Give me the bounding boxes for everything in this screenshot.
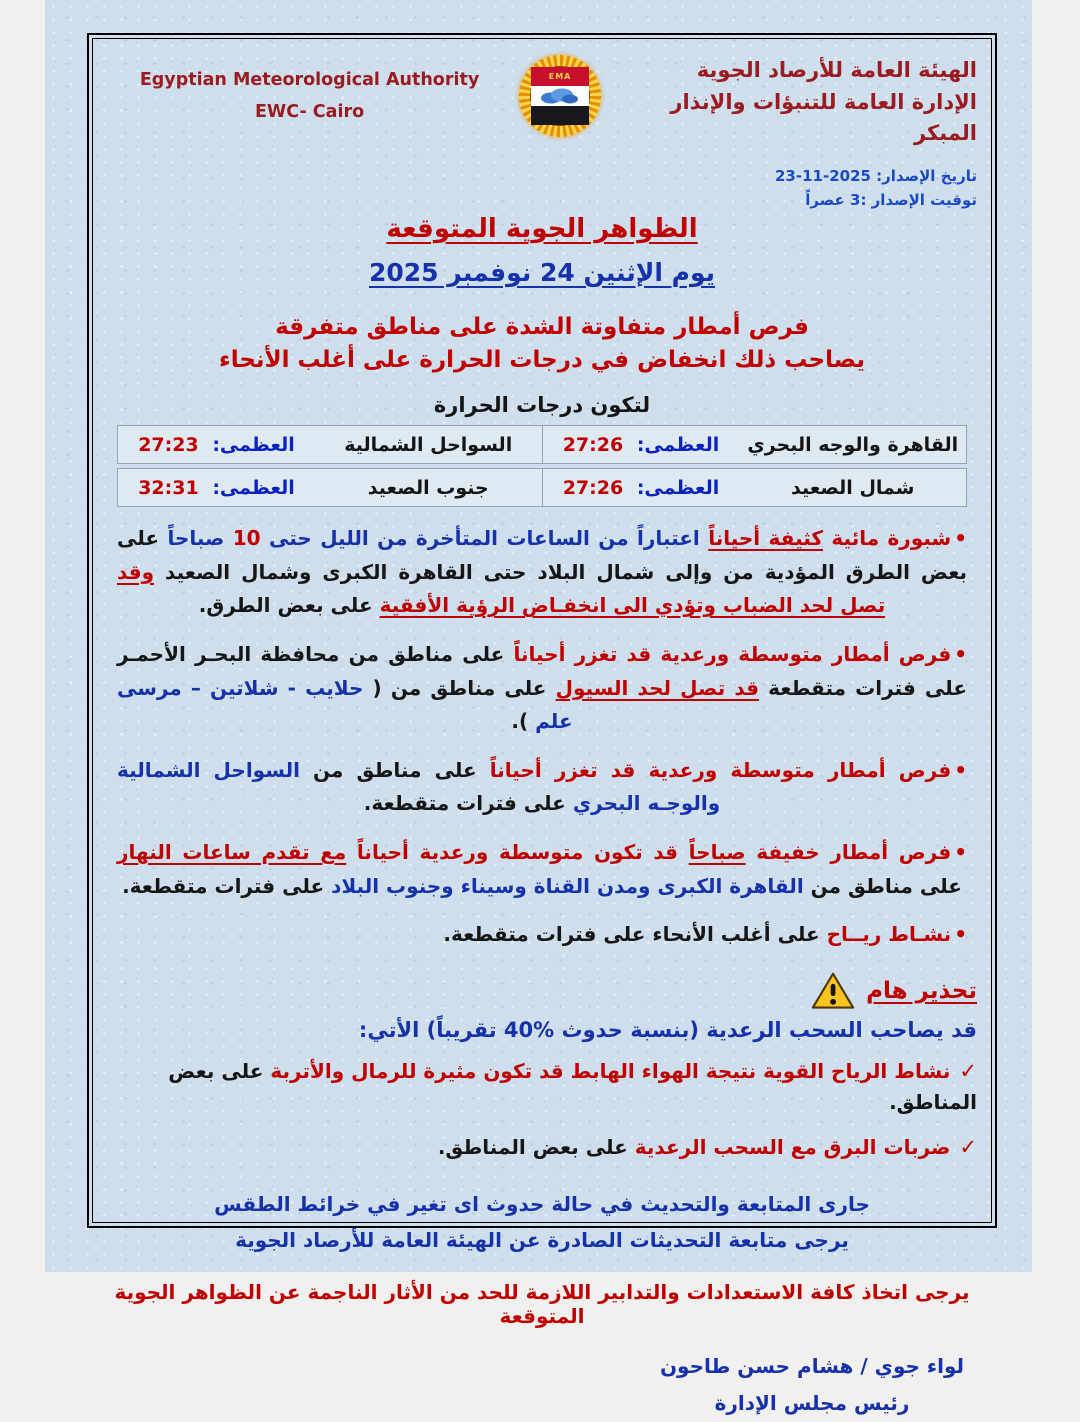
flag-black-band [531, 106, 589, 125]
header [107, 51, 977, 212]
max-label: العظمى: [636, 433, 720, 456]
max-label: العظمى: [212, 433, 295, 456]
temperatures-caption: لتكون درجات الحرارة [433, 393, 651, 418]
table-cell-cairo-delta [542, 426, 967, 463]
warning-item-lightning [107, 1131, 977, 1164]
warning-item-text: نشاط الرياح القوية نتيجة الهواء الهابط قد تكون مثيرة للرمال والأتربة على بعض المناطق. [168, 1058, 977, 1115]
warning-item-dust [107, 1055, 977, 1119]
bullet-icon: • [954, 922, 967, 947]
bullet-text: فرص أمطار خفيفة صباحاً قد تكون متوسطة ورعدية أحياناً مع تقدم ساعات النهار على مناطق من القاهرة الكبرى ومدن القناة وسيناء وجنوب البلاد على فترات متقطعة. [117, 839, 962, 898]
monitoring-note [107, 1186, 977, 1258]
bulletin-content [92, 38, 992, 1415]
forecast-bullet-red-sea-rain [117, 638, 967, 739]
flag-red-band [531, 67, 589, 86]
table-cell-north-upper-egypt [542, 469, 967, 506]
bullet-icon: • [954, 839, 967, 864]
bullet-icon: • [954, 526, 967, 551]
logo-container [512, 51, 608, 137]
signature-name: لواء جوي / هشام حسن طاحون [659, 1353, 965, 1378]
signature-block [647, 1348, 977, 1422]
cloud-icon [537, 87, 583, 104]
preparedness-advice: يرجى اتخاذ كافة الاستعدادات والتدابير اللازمة للحد من الأثار الناجمة عن الظواهر الجوية المتوقعة [114, 1279, 970, 1328]
monitoring-line-1: جارى المتابعة والتحديث في حالة حدوث اى تغير في خرائط الطقس [214, 1191, 870, 1216]
max-value: 27:26 [562, 433, 624, 456]
table-cell-north-coasts [118, 426, 542, 463]
table-row [117, 425, 967, 464]
forecast-date-title: يوم الإثنين 24 نوفمبر 2025 [368, 257, 716, 287]
authority-arabic-block [608, 51, 977, 212]
forecast-bullet-fog [117, 522, 967, 623]
issue-time: توقيت الإصدار :3 عصراً [805, 190, 977, 209]
table-row [117, 468, 967, 507]
max-label: العظمى: [636, 476, 720, 499]
bullet-icon: • [954, 757, 967, 782]
warning-intro: قد يصاحب السحب الرعدية (بنسبة حدوث %40 تقريباً) الأتي: [358, 1017, 977, 1042]
temperature-value [118, 434, 315, 456]
issue-date: تاريخ الإصدار: 2025-11-23 [774, 166, 977, 185]
flag-white-band [531, 86, 589, 105]
region-name: جنوب الصعيد [367, 476, 489, 499]
max-value: 27:26 [562, 476, 624, 499]
max-value: 32:31 [138, 476, 199, 499]
page-title: الظواهر الجوية المتوقعة [386, 213, 698, 244]
temperature-table [117, 425, 967, 507]
ema-logo-icon [519, 55, 601, 137]
bullet-text: فرص أمطار متوسطة ورعدية قد تغزر أحياناً على مناطق من محافظة البحـر الأحمـر على فترات متقطعة قد تصل لحد السيول على مناطق من ( حلايب - شلاتين – مرسى علم ). [117, 641, 967, 734]
org-en-line2: EWC- Cairo [254, 101, 365, 122]
region-name: شمال الصعيد [791, 476, 915, 499]
forecast-bullet-wind [117, 918, 967, 952]
org-ar-line1: الهيئة العامة للأرصاد الجوية [696, 58, 977, 82]
summary-line-1: فرص أمطار متفاوتة الشدة على مناطق متفرقة [275, 313, 809, 340]
logo-ema-text: EMA [548, 72, 572, 82]
region-name: السواحل الشمالية [344, 433, 513, 456]
warning-item-text: ضربات البرق مع السحب الرعدية على بعض المناطق. [437, 1135, 951, 1160]
issue-info [614, 164, 977, 212]
bullet-text: نشـاط ريــاح على أغلب الأنحاء على فترات متقطعة. [443, 922, 952, 947]
warning-triangle-icon [810, 970, 856, 1012]
monitoring-line-2: يرجى متابعة التحديثات الصادرة عن الهيئة العامة للأرصاد الجوية [235, 1227, 849, 1252]
bullet-text: شبورة مائية كثيفة أحياناً اعتباراً من الساعات المتأخرة من الليل حتى 10 صباحاً على بعض الطرق المؤدية من وإلى شمال البلاد حتى القاهرة الكبرى وشمال الصعيد وقد تصل لحد الضباب وتؤدي الى انخفـاض الرؤية الأفقية على بعض الطرق. [117, 526, 967, 618]
region-name: القاهرة والوجه البحري [747, 433, 959, 456]
temperature-value [543, 477, 740, 499]
temperature-value [543, 434, 740, 456]
warning-title: تحذير هام [866, 977, 977, 1004]
forecast-bullet-light-rain [117, 836, 967, 903]
bulletin-page [45, 0, 1032, 1415]
max-value: 27:23 [138, 433, 199, 456]
bullet-text: فرص أمطار متوسطة ورعدية قد تغزر أحياناً على مناطق من السواحل الشمالية والوجـه البحري على فترات متقطعة. [117, 757, 952, 816]
bullet-icon: • [954, 641, 967, 666]
warning-heading [107, 970, 977, 1012]
org-en-line1: Egyptian Meteorological Authority [139, 70, 480, 90]
forecast-list [107, 522, 977, 952]
flag-circle-icon [530, 66, 590, 126]
forecast-bullet-north-coast-rain [117, 754, 967, 821]
summary-line-2: يصاحب ذلك انخفاض في درجات الحرارة على أغلب الأنحاء [218, 346, 866, 373]
max-label: العظمى: [212, 476, 295, 499]
table-cell-south-upper-egypt [118, 469, 542, 506]
signature-title: رئيس مجلس الإدارة [714, 1390, 910, 1415]
authority-english-block [107, 51, 512, 128]
check-icon: ✓ [959, 1135, 977, 1160]
temperature-value [118, 477, 315, 499]
check-icon: ✓ [959, 1058, 977, 1083]
border-frame [87, 33, 997, 1415]
org-ar-line2: الإدارة العامة للتنبؤات والإنذار المبكر [670, 89, 977, 145]
